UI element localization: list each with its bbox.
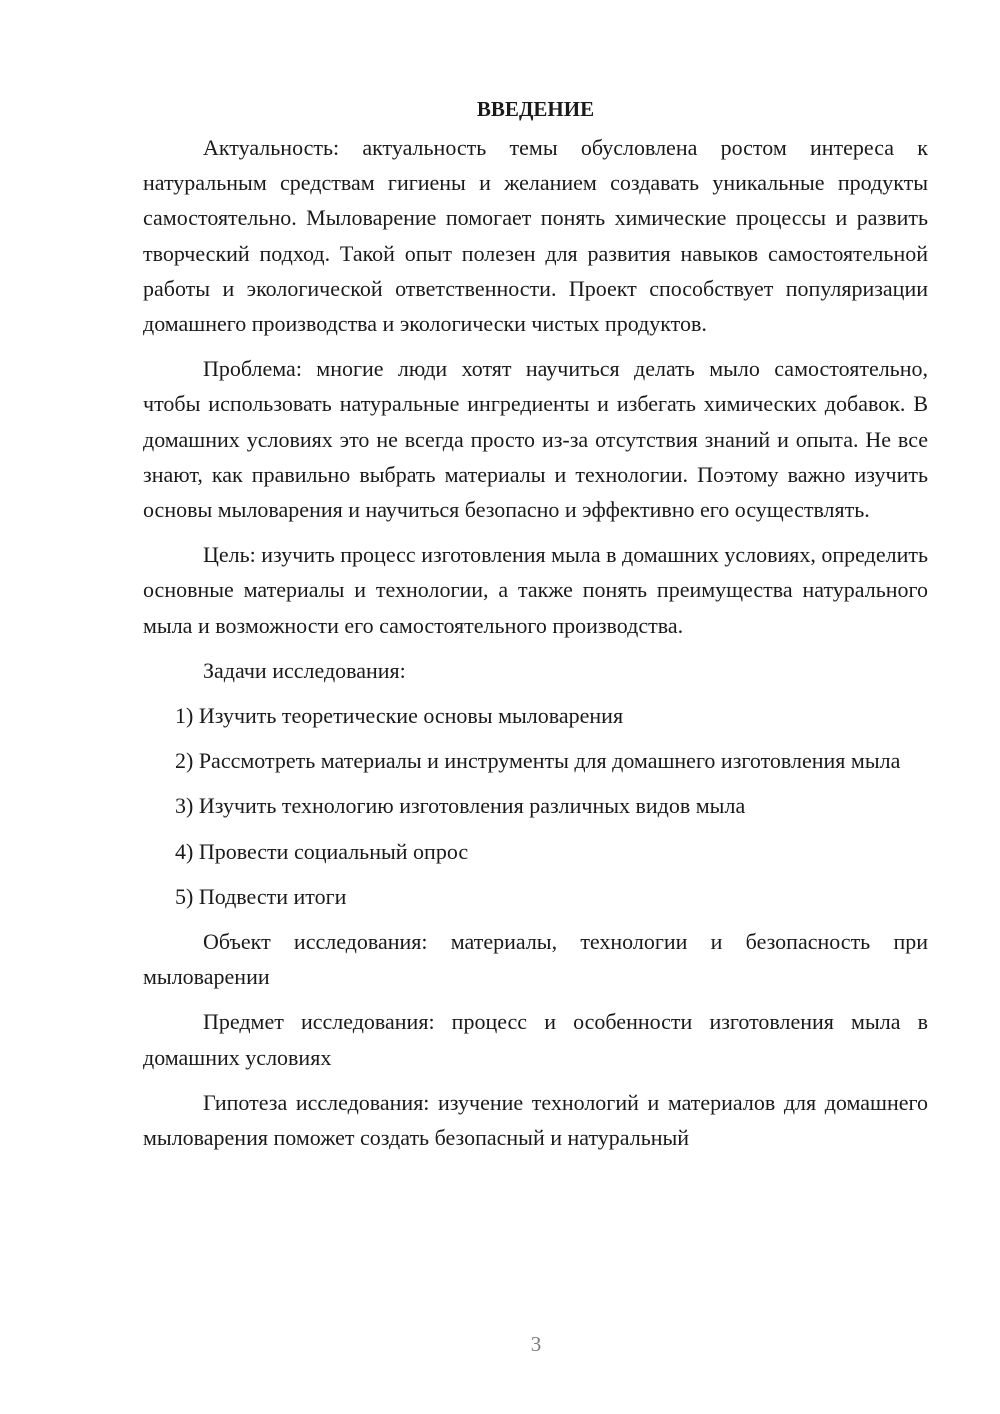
object-paragraph: Объект исследования: материалы, технологии и безопасность при мыловарении [143,929,928,990]
list-item: 5) Подвести итоги [175,883,347,909]
list-item: 3) Изучить технологию изготовления различных видов мыла [175,793,746,819]
list-item: 4) Провести социальный опрос [175,838,469,864]
tasks-title: Задачи исследования: [203,657,406,683]
goal-paragraph: Цель: изучить процесс изготовления мыла в домашних условиях, определить основные материалы и технологии, а также понять преимущества натурального мыла и возможности его самостоятельного производства. [143,542,928,638]
section-heading: ВВЕДЕНИЕ [476,97,595,121]
page-content [143,92,928,1165]
hypothesis-paragraph: Гипотеза исследования: изучение технологий и материалов для домашнего мыловарения поможет создать безопасный и натуральный [143,1089,928,1151]
relevance-paragraph: Актуальность: актуальность темы обусловлена ростом интереса к натуральным средствам гигиены и желанием создавать уникальные продукты самостоятельно. Мыловарение помогает понять химические процессы и развить творческий подход. Такой опыт полезен для развития навыков самостоятельной работы и экологической ответственности. Проект способствует популяризации домашнего производства и экологически чистых продуктов. [143,135,928,337]
tasks-list [143,698,928,914]
subject-paragraph: Предмет исследования: процесс и особенности изготовления мыла в домашних условиях [143,1009,928,1070]
page-number: 3 [530,1332,542,1356]
list-item: 1) Изучить теоретические основы мыловарения [175,703,624,729]
problem-paragraph: Проблема: многие люди хотят научиться делать мыло самостоятельно, чтобы использовать натуральные ингредиенты и избегать химических добавок. В домашних условиях это не всегда просто из-за отсутствия знаний и опыта. Не все знают, как правильно выбрать материалы и технологии. Поэтому важно изучить основы мыловарения и научиться безопасно и эффективно его осуществлять. [143,356,928,523]
list-item: 2) Рассмотреть материалы и инструменты для домашнего изготовления мыла [175,748,901,774]
